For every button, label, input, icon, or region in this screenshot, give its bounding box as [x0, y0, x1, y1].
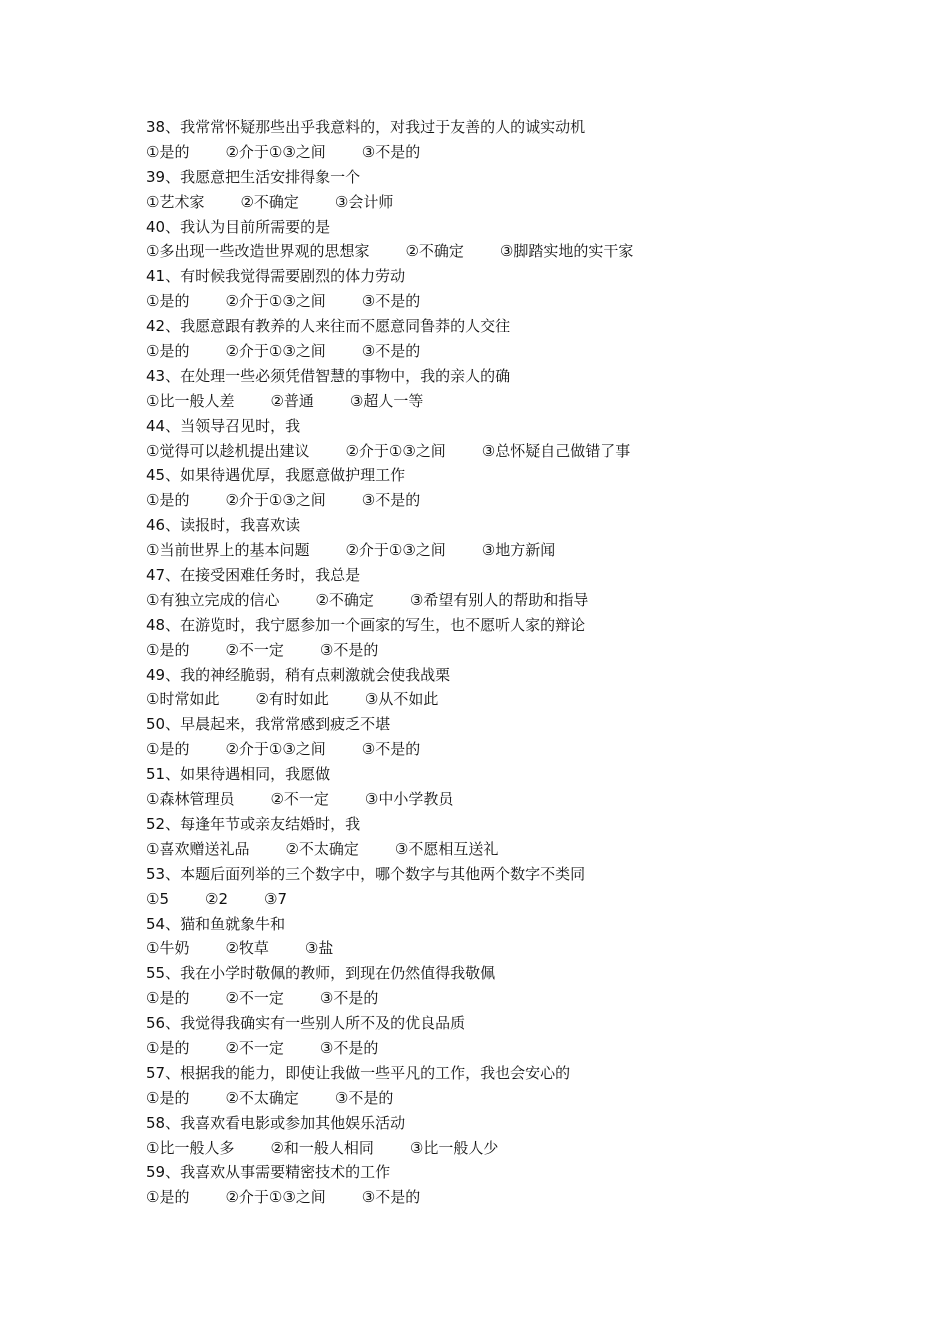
- question-text: 43、在处理一些必须凭借智慧的事物中，我的亲人的确: [146, 366, 511, 385]
- answer-option: ③盐: [304, 939, 334, 958]
- answer-option: ③脚踏实地的实干家: [499, 242, 634, 261]
- answer-option: ①比一般人差: [146, 391, 235, 410]
- question-options: [146, 837, 633, 862]
- answer-option: ③不是的: [319, 640, 379, 659]
- answer-option: ②不确定: [315, 590, 374, 609]
- answer-option: ①是的: [146, 640, 190, 659]
- answer-option: ①是的: [146, 491, 190, 510]
- answer-option: ②介于①③之间: [225, 292, 326, 311]
- answer-option: ①比一般人多: [146, 1138, 235, 1157]
- answer-option: ①是的: [146, 989, 190, 1008]
- answer-option: ①是的: [146, 1038, 190, 1057]
- question-item: [146, 563, 633, 613]
- question-options: [146, 339, 633, 364]
- answer-option: ③希望有别人的帮助和指导: [409, 590, 589, 609]
- question-text: 58、我喜欢看电影或参加其他娱乐活动: [146, 1113, 406, 1132]
- question-text: 38、我常常怀疑那些出乎我意料的，对我过于友善的人的诚实动机: [146, 118, 586, 136]
- question-options: [146, 239, 633, 264]
- answer-option: ③总怀疑自己做错了事: [481, 441, 631, 460]
- answer-option: ③地方新闻: [481, 541, 556, 560]
- answer-option: ③不是的: [361, 740, 421, 759]
- answer-option: ②不确定: [405, 242, 464, 261]
- question-item: [146, 165, 633, 215]
- answer-option: ①有独立完成的信心: [146, 590, 280, 609]
- answer-option: ③7: [264, 889, 287, 908]
- question-item: [146, 115, 633, 165]
- question-item: [146, 712, 633, 762]
- answer-option: ①时常如此: [146, 690, 220, 709]
- answer-option: ③不是的: [361, 292, 421, 311]
- question-text: 55、我在小学时敬佩的教师，到现在仍然值得我敬佩: [146, 964, 496, 983]
- question-list: [146, 115, 633, 1210]
- question-options: [146, 1036, 633, 1061]
- question-item: [146, 1061, 633, 1111]
- answer-option: ①喜欢赠送礼品: [146, 839, 250, 858]
- answer-option: ①是的: [146, 292, 190, 311]
- answer-option: ③不是的: [361, 142, 421, 161]
- answer-option: ②不一定: [225, 640, 284, 659]
- question-item: [146, 961, 633, 1011]
- question-item: [146, 513, 633, 563]
- question-item: [146, 912, 633, 962]
- question-options: [146, 1136, 633, 1161]
- question-options: [146, 538, 633, 563]
- answer-option: ③超人一等: [349, 391, 424, 410]
- answer-option: ①牛奶: [146, 939, 190, 958]
- question-options: [146, 140, 633, 165]
- answer-option: ②介于①③之间: [225, 740, 326, 759]
- answer-option: ③不是的: [361, 491, 421, 510]
- question-text: 40、我认为目前所需要的是: [146, 217, 331, 236]
- question-options: [146, 1185, 633, 1210]
- question-text: 54、猫和鱼就象牛和: [146, 914, 286, 933]
- answer-option: ①艺术家: [146, 192, 205, 211]
- question-options: [146, 986, 633, 1011]
- answer-option: ①是的: [146, 1188, 190, 1207]
- answer-option: ②不一定: [225, 989, 284, 1008]
- answer-option: ③不是的: [361, 342, 421, 361]
- question-text: 50、早晨起来，我常常感到疲乏不堪: [146, 715, 391, 734]
- question-options: [146, 588, 633, 613]
- answer-option: ①是的: [146, 342, 190, 361]
- answer-option: ①是的: [146, 740, 190, 759]
- answer-option: ①森林管理员: [146, 790, 235, 809]
- question-text: 47、在接受困难任务时，我总是: [146, 566, 361, 585]
- answer-option: ③会计师: [334, 192, 394, 211]
- answer-option: ②不确定: [240, 192, 299, 211]
- answer-option: ①是的: [146, 1088, 190, 1107]
- question-options: [146, 737, 633, 762]
- question-item: [146, 1011, 633, 1061]
- question-item: [146, 613, 633, 663]
- question-options: [146, 488, 633, 513]
- question-item: [146, 812, 633, 862]
- question-options: [146, 887, 633, 912]
- answer-option: ②牧草: [225, 939, 269, 958]
- question-item: [146, 215, 633, 265]
- answer-option: ③不愿相互送礼: [394, 839, 499, 858]
- answer-option: ③比一般人少: [409, 1138, 499, 1157]
- answer-option: ①觉得可以趁机提出建议: [146, 441, 310, 460]
- question-text: 46、读报时，我喜欢读: [146, 516, 301, 535]
- question-text: 41、有时候我觉得需要剧烈的体力劳动: [146, 267, 406, 286]
- question-item: [146, 663, 633, 713]
- question-options: [146, 439, 633, 464]
- question-text: 57、根据我的能力，即使让我做一些平凡的工作，我也会安心的: [146, 1063, 571, 1082]
- answer-option: ②有时如此: [255, 690, 329, 709]
- answer-option: ①是的: [146, 142, 190, 161]
- question-text: 51、如果待遇相同，我愿做: [146, 765, 331, 784]
- question-text: 56、我觉得我确实有一些别人所不及的优良品质: [146, 1014, 466, 1033]
- question-options: [146, 389, 633, 414]
- answer-option: ②介于①③之间: [225, 491, 326, 510]
- answer-option: ②介于①③之间: [225, 1188, 326, 1207]
- question-options: [146, 687, 633, 712]
- question-text: 39、我愿意把生活安排得象一个: [146, 167, 361, 186]
- answer-option: ③不是的: [319, 989, 379, 1008]
- answer-option: ①当前世界上的基本问题: [146, 541, 310, 560]
- answer-option: ②普通: [270, 391, 314, 410]
- question-options: [146, 787, 633, 812]
- answer-option: ②不太确定: [285, 839, 359, 858]
- answer-option: ②介于①③之间: [345, 541, 446, 560]
- answer-option: ③从不如此: [364, 690, 439, 709]
- question-item: [146, 1111, 633, 1161]
- question-text: 45、如果待遇优厚，我愿意做护理工作: [146, 466, 406, 485]
- question-text: 52、每逢年节或亲友结婚时，我: [146, 814, 361, 833]
- question-item: [146, 364, 633, 414]
- question-text: 44、当领导召见时，我: [146, 416, 301, 435]
- question-item: [146, 762, 633, 812]
- question-text: 49、我的神经脆弱，稍有点刺激就会使我战栗: [146, 665, 451, 684]
- answer-option: ①多出现一些改造世界观的思想家: [146, 242, 370, 261]
- answer-option: ①5: [146, 889, 169, 908]
- question-text: 59、我喜欢从事需要精密技术的工作: [146, 1163, 391, 1182]
- answer-option: ③中小学教员: [364, 790, 454, 809]
- answer-option: ②介于①③之间: [225, 342, 326, 361]
- question-text: 53、本题后面列举的三个数字中，哪个数字与其他两个数字不类同: [146, 864, 586, 883]
- question-options: [146, 936, 633, 961]
- question-options: [146, 638, 633, 663]
- answer-option: ②不太确定: [225, 1088, 299, 1107]
- question-item: [146, 1160, 633, 1210]
- question-options: [146, 1086, 633, 1111]
- question-item: [146, 862, 633, 912]
- question-item: [146, 314, 633, 364]
- question-text: 42、我愿意跟有教养的人来往而不愿意同鲁莽的人交往: [146, 317, 511, 336]
- answer-option: ②介于①③之间: [345, 441, 446, 460]
- answer-option: ②2: [205, 889, 228, 908]
- answer-option: ③不是的: [361, 1188, 421, 1207]
- answer-option: ②介于①③之间: [225, 142, 326, 161]
- answer-option: ③不是的: [334, 1088, 394, 1107]
- question-options: [146, 190, 633, 215]
- question-options: [146, 289, 633, 314]
- question-text: 48、在游览时，我宁愿参加一个画家的写生，也不愿听人家的辩论: [146, 615, 586, 634]
- question-item: [146, 414, 633, 464]
- answer-option: ②和一般人相同: [270, 1138, 374, 1157]
- answer-option: ③不是的: [319, 1038, 379, 1057]
- question-item: [146, 264, 633, 314]
- answer-option: ②不一定: [225, 1038, 284, 1057]
- answer-option: ②不一定: [270, 790, 329, 809]
- question-item: [146, 463, 633, 513]
